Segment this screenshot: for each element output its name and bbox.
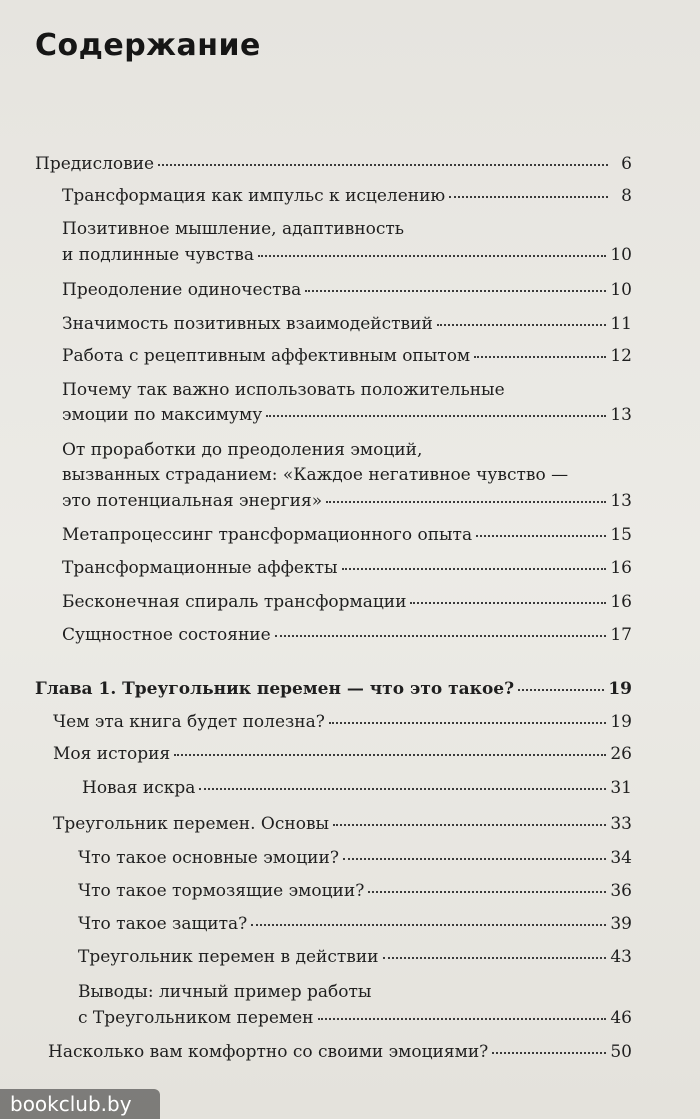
dot-leader	[333, 823, 606, 826]
toc-page-number: 17	[610, 625, 632, 645]
toc-entry-text: Метапроцессинг трансформационного опыта	[62, 525, 473, 545]
toc-entry-continuation: Позитивное мышление, адаптивность	[62, 219, 405, 239]
toc-entry-text: Что такое основные эмоции?	[78, 848, 339, 868]
toc-page-number: 26	[610, 744, 632, 764]
toc-page-number: 16	[610, 558, 632, 578]
toc-entry-continuation: вызванных страданием: «Каждое негативное чувство —	[62, 465, 569, 485]
toc-entry-text: Глава 1. Треугольник перемен — что это такое?	[35, 679, 515, 699]
toc-entry[interactable]	[62, 524, 632, 546]
toc-entry-text: Значимость позитивных взаимодействий	[62, 314, 433, 334]
toc-entry[interactable]	[62, 490, 632, 512]
toc-entry-text: Чем эта книга будет полезна?	[53, 712, 325, 732]
dot-leader	[437, 323, 607, 326]
toc-entry[interactable]	[62, 244, 632, 266]
dot-leader	[174, 753, 606, 756]
page-title: Содержание	[35, 28, 261, 63]
toc-page-number: 50	[610, 1042, 632, 1062]
dot-leader	[305, 289, 606, 292]
toc-page-number: 16	[610, 592, 632, 612]
dot-leader	[342, 567, 607, 570]
toc-page-number: 19	[610, 712, 632, 732]
toc-chapter-heading[interactable]	[35, 678, 632, 700]
toc-entry-text: это потенциальная энергия»	[62, 491, 323, 511]
toc-page-number: 11	[610, 314, 632, 334]
toc-entry[interactable]	[62, 313, 632, 335]
toc-entry-text: с Треугольником перемен	[78, 1008, 314, 1028]
toc-entry-text: Моя история	[53, 744, 171, 764]
toc-entry-text: Трансформационные аффекты	[62, 558, 338, 578]
dot-leader	[474, 355, 606, 358]
toc-entry-text: Бесконечная спираль трансформации	[62, 592, 407, 612]
toc-entry[interactable]	[62, 591, 632, 613]
toc-entry-text: Предисловие	[35, 154, 155, 174]
watermark-text: bookclub.by	[10, 1092, 132, 1116]
toc-page-number: 12	[610, 346, 632, 366]
dot-leader	[251, 923, 606, 926]
toc-page-number: 13	[610, 405, 632, 425]
dot-leader	[492, 1051, 606, 1054]
toc-page-number: 13	[610, 491, 632, 511]
toc-entry[interactable]	[62, 279, 632, 301]
dot-leader	[476, 534, 606, 537]
toc-entry[interactable]	[53, 813, 632, 835]
toc-page-number: 6	[621, 154, 632, 174]
dot-leader	[199, 787, 606, 790]
toc-entry[interactable]	[78, 1007, 632, 1029]
toc-entry-text: и подлинные чувства	[62, 245, 254, 265]
dot-leader	[318, 1017, 607, 1020]
toc-entry-preface[interactable]	[35, 153, 632, 175]
toc-entry[interactable]	[78, 946, 632, 968]
toc-entry-text: Насколько вам комфортно со своими эмоциями?	[48, 1042, 489, 1062]
toc-page-number: 43	[610, 947, 632, 967]
toc-entry[interactable]	[62, 624, 632, 646]
toc-entry[interactable]	[48, 1041, 632, 1063]
toc-entry-text: Что такое защита?	[78, 914, 248, 934]
dot-leader	[266, 414, 606, 417]
toc-entry-text: Сущностное состояние	[62, 625, 271, 645]
toc-entry[interactable]	[82, 777, 632, 799]
toc-entry-text: Треугольник перемен в действии	[78, 947, 379, 967]
dot-leader	[258, 254, 606, 257]
toc-entry[interactable]	[62, 404, 632, 426]
toc-page-number: 19	[608, 679, 632, 699]
toc-page-number: 34	[610, 848, 632, 868]
toc-entry[interactable]	[78, 847, 632, 869]
toc-page-number: 33	[610, 814, 632, 834]
dot-leader	[410, 601, 606, 604]
toc-page-number: 15	[610, 525, 632, 545]
dot-leader	[518, 688, 604, 691]
toc-entry[interactable]	[62, 345, 632, 367]
toc-entry[interactable]	[53, 711, 632, 733]
toc-entry-text: Преодоление одиночества	[62, 280, 302, 300]
toc-page-number: 10	[610, 280, 632, 300]
dot-leader	[449, 195, 608, 198]
toc-entry-text: Новая искра	[82, 778, 196, 798]
toc-entry-text: эмоции по максимуму	[62, 405, 263, 425]
dot-leader	[368, 890, 606, 893]
toc-page-number: 36	[610, 881, 632, 901]
toc-page-number: 10	[610, 245, 632, 265]
toc-entry[interactable]	[78, 880, 632, 902]
toc-page-number: 46	[610, 1008, 632, 1028]
toc-entry-continuation: Почему так важно использовать положительные	[62, 380, 505, 400]
toc-entry[interactable]	[78, 913, 632, 935]
toc-entry[interactable]	[62, 557, 632, 579]
dot-leader	[326, 500, 606, 503]
toc-entry-continuation: От проработки до преодоления эмоций,	[62, 440, 423, 460]
dot-leader	[383, 956, 607, 959]
toc-entry[interactable]	[53, 743, 632, 765]
toc-entry-text: Что такое тормозящие эмоции?	[78, 881, 365, 901]
toc-page-number: 39	[610, 914, 632, 934]
dot-leader	[329, 721, 606, 724]
dot-leader	[275, 634, 607, 637]
toc-entry[interactable]	[62, 185, 632, 207]
dot-leader	[343, 857, 606, 860]
watermark-logo	[0, 1089, 160, 1119]
toc-page-number: 8	[621, 186, 632, 206]
toc-page-number: 31	[610, 778, 632, 798]
toc-entry-continuation: Выводы: личный пример работы	[78, 982, 372, 1002]
dot-leader	[158, 163, 608, 166]
toc-entry-text: Работа с рецептивным аффективным опытом	[62, 346, 471, 366]
toc-entry-text: Трансформация как импульс к исцелению	[62, 186, 446, 206]
toc-entry-text: Треугольник перемен. Основы	[53, 814, 330, 834]
